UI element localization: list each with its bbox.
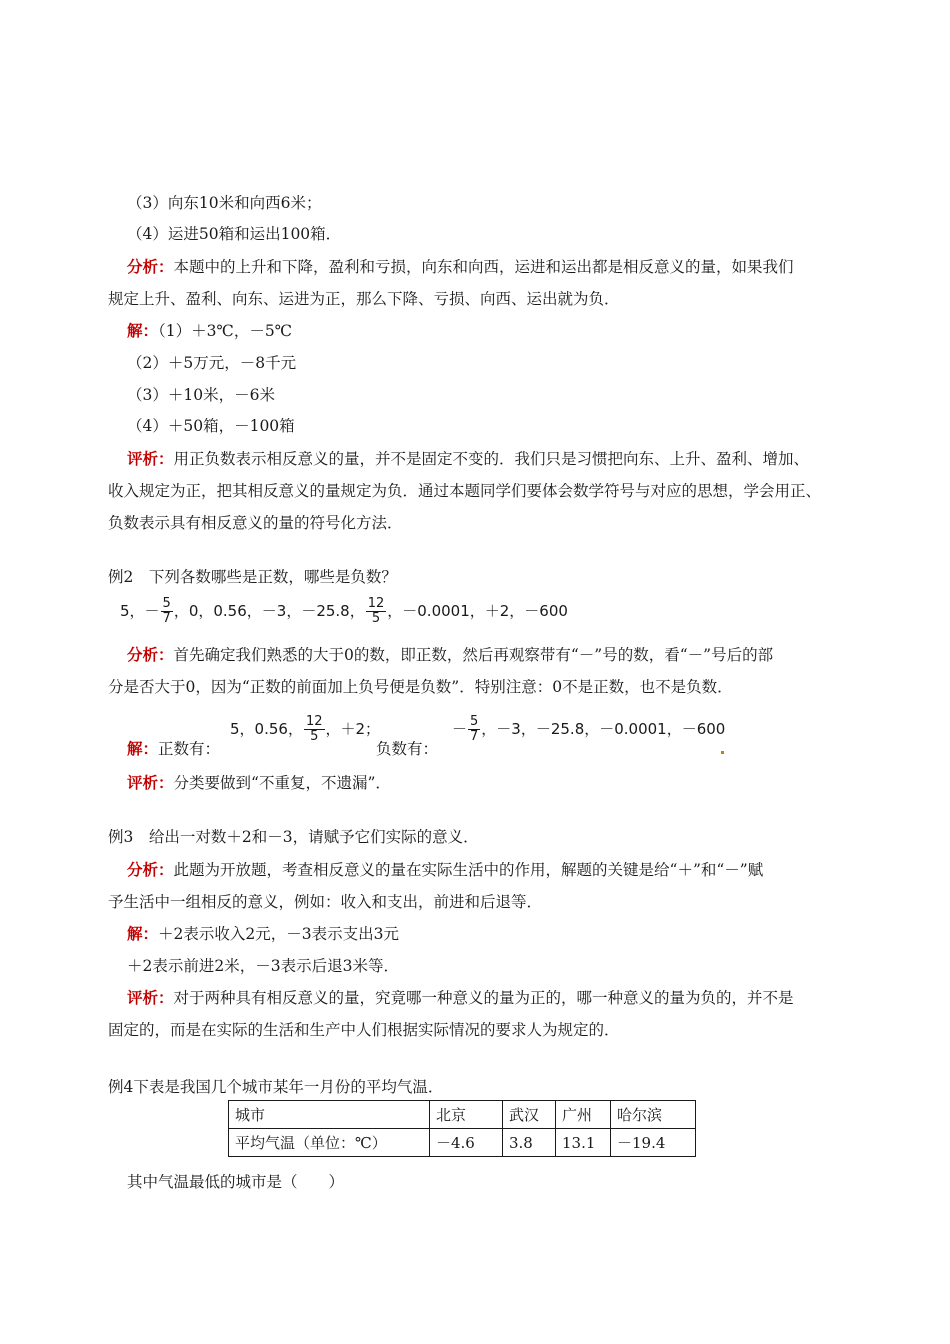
solution-text: （1）＋3℃，－5℃	[158, 322, 293, 340]
table-cell: －4.6	[430, 1129, 503, 1157]
temperature-table	[228, 1100, 696, 1157]
comment-label: 评析：	[127, 988, 174, 1007]
analysis-text: 首先确定我们熟悉的大于0的数，即正数，然后再观察带有“－”号的数，看“－”号后的部	[173, 646, 774, 664]
solution-label: 解：	[127, 739, 159, 758]
table-cell: 城市	[229, 1101, 430, 1129]
analysis-text: 此题为开放题，考查相反意义的量在实际生活中的作用，解题的关键是给“＋”和“－”赋	[173, 861, 764, 879]
negative-label: 负数有：	[376, 740, 439, 758]
item-3: （3）向东10米和向西6米；	[127, 194, 322, 212]
ex2-solution-label-line	[127, 739, 220, 759]
math-text: 5，0.56，	[230, 720, 303, 738]
table-cell: 3.8	[503, 1129, 556, 1157]
math-text: ，－3，－25.8，－0.0001，－600	[481, 720, 726, 738]
ex1-comment-line-2: 收入规定为正，把其相反意义的量规定为负．通过本题同学们要体会数学符号与对应的思想，学会用正、	[108, 482, 822, 500]
ex3-solution-line-1	[127, 924, 399, 944]
solution-label: 解：	[127, 924, 159, 943]
ex1-solution-line-2: （2）＋5万元，－8千元	[127, 354, 297, 372]
table-cell: 武汉	[503, 1101, 556, 1129]
ex1-comment-line-3: 负数表示具有相反意义的量的符号化方法．	[108, 514, 403, 532]
analysis-label: 分析：	[127, 645, 174, 664]
table-cell: 平均气温（单位：℃）	[229, 1129, 430, 1157]
comment-label: 评析：	[127, 449, 174, 468]
solution-text: ＋2表示收入2元，－3表示支出3元	[158, 925, 399, 943]
ex3-comment-line-1	[127, 988, 794, 1008]
comment-label: 评析：	[127, 773, 174, 792]
ex3-solution-line-2: ＋2表示前进2米，－3表示后退3米等．	[127, 957, 399, 975]
analysis-label: 分析：	[127, 860, 174, 879]
item-4: （4）运进50箱和运出100箱．	[127, 225, 342, 243]
ex4-question: 其中气温最低的城市是（ ）	[127, 1173, 345, 1191]
table-cell: 北京	[430, 1101, 503, 1129]
ex2-number-list	[120, 594, 568, 628]
ex4-title: 例4下表是我国几个城市某年一月份的平均气温．	[108, 1078, 444, 1096]
table-cell: －19.4	[611, 1129, 696, 1157]
ex1-analysis-line-2: 规定上升、盈利、向东、运进为正，那么下降、亏损、向西、运出就为负．	[108, 290, 620, 308]
ex3-analysis-line-2: 予生活中一组相反的意义，例如：收入和支出，前进和后退等．	[108, 893, 543, 911]
math-text: ，0，0.56，－3，－25.8，	[173, 602, 365, 620]
ex3-comment-line-2: 固定的，而是在实际的生活和生产中人们根据实际情况的要求人为规定的．	[108, 1021, 620, 1039]
math-text: ，＋2；	[325, 720, 381, 738]
ex2-negative-list	[452, 712, 725, 746]
table-cell: 13.1	[556, 1129, 611, 1157]
math-text: －	[452, 720, 468, 738]
ex2-analysis-line-2: 分是否大于0，因为“正数的前面加上负号便是负数”．特别注意：0不是正数，也不是负数．	[108, 678, 733, 696]
ex3-analysis-line-1	[127, 860, 763, 880]
fraction: $\frac{12}{5}$	[305, 714, 323, 744]
ex2-comment	[127, 773, 391, 793]
ex2-positive-list	[230, 712, 380, 746]
edit-mark	[721, 751, 724, 754]
fraction: $\frac{5}{7}$	[470, 714, 479, 744]
ex3-title: 例3 给出一对数＋2和－3，请赋予它们实际的意义．	[108, 828, 479, 846]
comment-text: 分类要做到“不重复，不遗漏”．	[173, 774, 391, 792]
ex1-solution-line-3: （3）＋10米，－6米	[127, 386, 275, 404]
math-text: 5，－	[120, 602, 160, 620]
table-row	[229, 1129, 696, 1157]
math-text: ，－0.0001，＋2，－600	[387, 602, 568, 620]
ex1-comment-line-1	[127, 449, 809, 469]
positive-label: 正数有：	[158, 740, 221, 758]
ex1-solution-line-4: （4）＋50箱，－100箱	[127, 417, 295, 435]
fraction: $\frac{5}{7}$	[162, 596, 171, 626]
fraction: $\frac{12}{5}$	[367, 596, 385, 626]
ex2-analysis-line-1	[127, 645, 773, 665]
table-row	[229, 1101, 696, 1129]
comment-text: 对于两种具有相反意义的量，究竟哪一种意义的量为正的，哪一种意义的量为负的，并不是	[173, 989, 794, 1007]
ex1-analysis-line-1	[127, 257, 794, 277]
analysis-label: 分析：	[127, 257, 174, 276]
ex2-title: 例2 下列各数哪些是正数，哪些是负数？	[108, 568, 397, 586]
table-cell: 哈尔滨	[611, 1101, 696, 1129]
solution-label: 解：	[127, 321, 159, 340]
ex1-solution-line-1	[127, 321, 292, 341]
table-cell: 广州	[556, 1101, 611, 1129]
comment-text: 用正负数表示相反意义的量，并不是固定不变的．我们只是习惯把向东、上升、盈利、增加、	[173, 450, 810, 468]
analysis-text: 本题中的上升和下降，盈利和亏损，向东和向西，运进和运出都是相反意义的量，如果我们	[173, 258, 794, 276]
